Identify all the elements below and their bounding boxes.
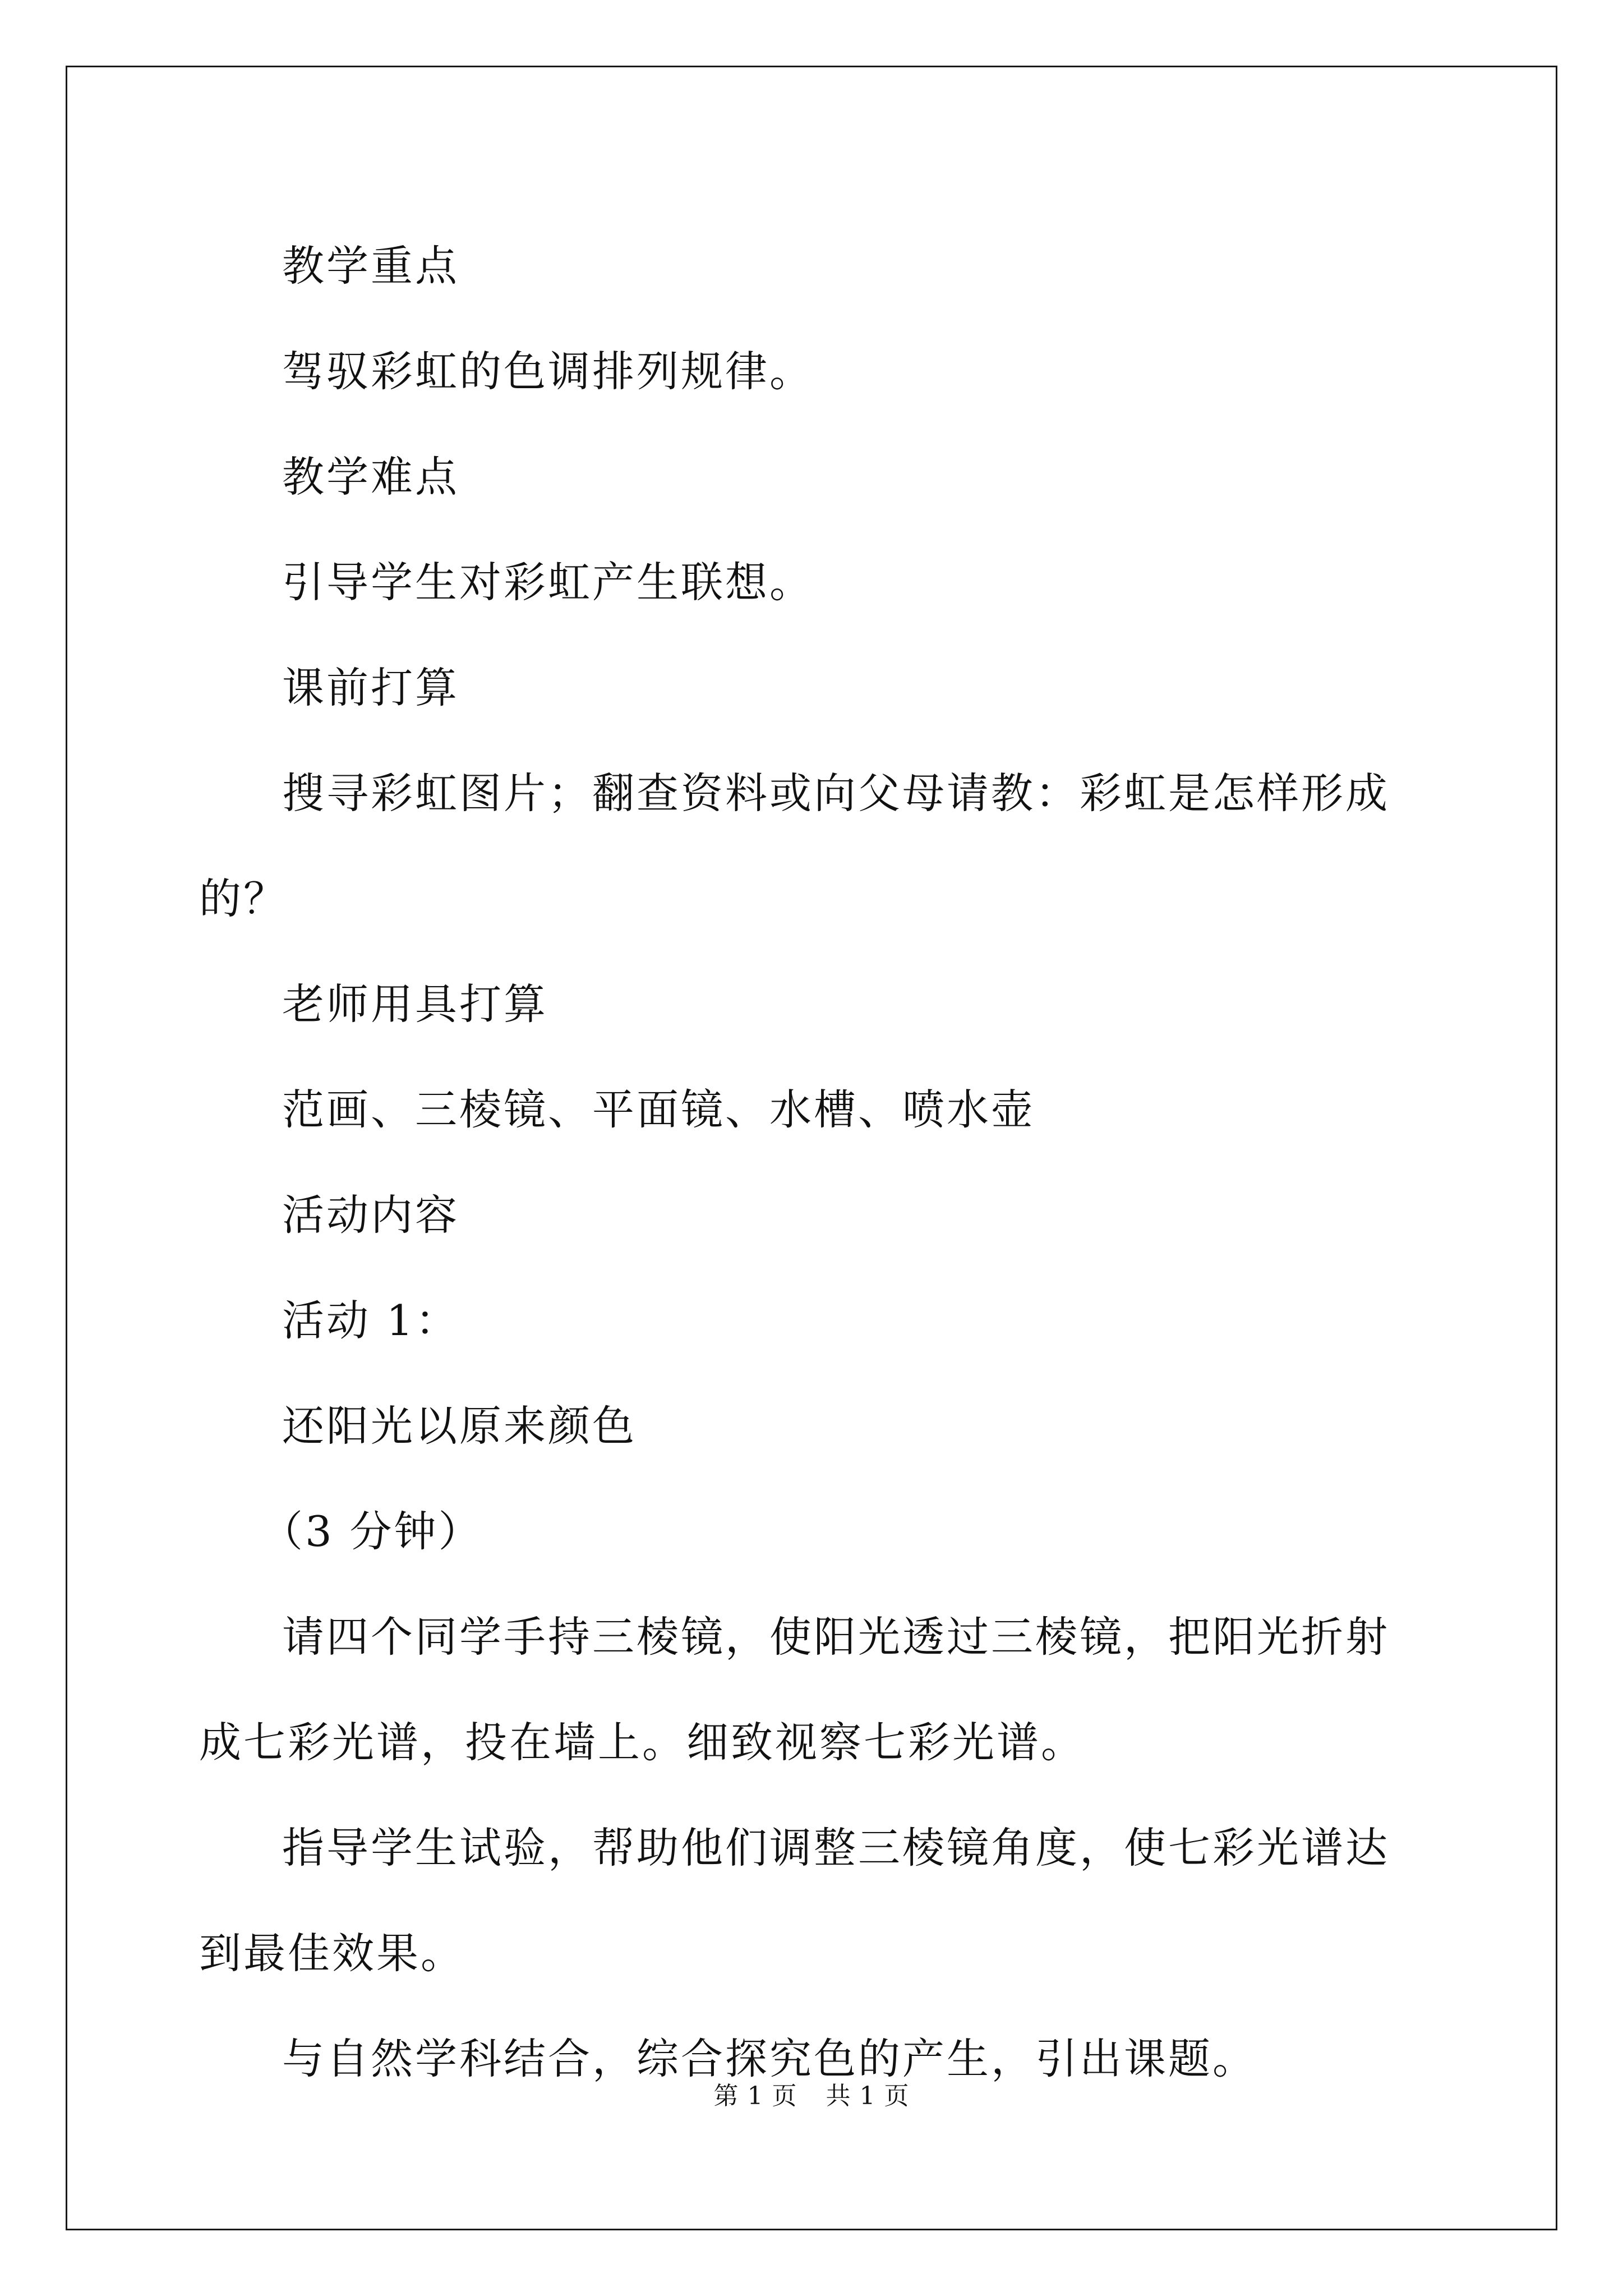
heading-preparation: 课前打算 bbox=[282, 663, 460, 712]
paragraph: 还阳光以原来颜色 bbox=[282, 1401, 637, 1451]
page-footer bbox=[0, 2076, 1623, 2111]
duration-note: （3 分钟） bbox=[261, 1507, 483, 1556]
paragraph: 驾驭彩虹的色调排列规律。 bbox=[282, 347, 814, 396]
document-body bbox=[199, 213, 1433, 2111]
paragraph: 请四个同学手持三棱镜，使阳光透过三棱镜，把阳光折射成七彩光谱，投在墙上。细致视察七彩光谱。 bbox=[199, 1612, 1390, 1767]
paragraph: 与自然学科结合，综合探究色的产生，引出课题。 bbox=[282, 2034, 1257, 2083]
page-number-current: 第 1 页 bbox=[713, 2082, 797, 2110]
heading-teaching-focus: 教学重点 bbox=[282, 241, 460, 291]
paragraph: 引导学生对彩虹产生联想。 bbox=[282, 558, 814, 607]
paragraph: 范画、三棱镜、平面镜、水槽、喷水壶 bbox=[282, 1085, 1036, 1134]
heading-activity-content: 活动内容 bbox=[282, 1190, 460, 1240]
paragraph: 指导学生试验，帮助他们调整三棱镜角度，使七彩光谱达到最佳效果。 bbox=[199, 1823, 1390, 1978]
heading-activity-1: 活动 1： bbox=[282, 1296, 460, 1345]
paragraph: 搜寻彩虹图片；翻查资料或向父母请教：彩虹是怎样形成的？ bbox=[199, 769, 1390, 923]
heading-teaching-difficulty: 教学难点 bbox=[282, 452, 460, 501]
heading-teacher-tools: 老师用具打算 bbox=[282, 979, 548, 1029]
page-number-total: 共 1 页 bbox=[826, 2082, 910, 2110]
